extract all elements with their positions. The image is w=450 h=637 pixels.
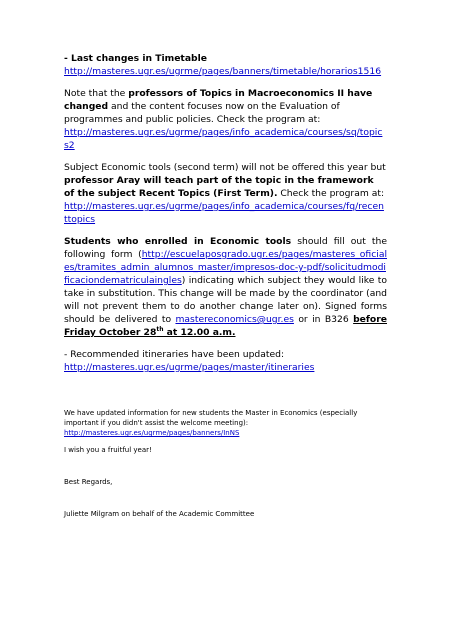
recent-topics-link[interactable]: http://masteres.ugr.es/ugrme/pages/info_academica/courses/fq/recenttopics [64,201,384,225]
email-body [64,52,387,519]
footer [64,408,387,519]
footer-signature: Juliette Milgram on behalf of the Academic Committee [64,510,255,518]
new-students-link[interactable]: http://masteres.ugr.es/ugrme/pages/banners/InNS [64,429,240,437]
macro-section [64,87,387,152]
macro-paragraph: Note that the professors of Topics in Macroeconomics II have changed and the content focuses now on the Evaluation of programmes and public policies. Check the program at: [64,88,373,125]
enrolment-paragraph: Students who enrolled in Economic tools should fill out the following form (http://escuelaposgrado.ugr.es/pages/masteres_oficiales/tramites_admin_alumnos_master/impresos-doc-y-pdf/solicitudmodificaciondematriculaingles) indicating which subject they would like to take in substitution. This change will be made by the coordinator (and will not prevent them to do another change later on). Signed forms should be delivered to mastereconomics@ugr.es or in B326 before Friday October 28th at 12.00 a.m. [64,236,387,338]
timetable-heading: - Last changes in Timetable [64,53,207,64]
footer-regards: Best Regards, [64,478,113,486]
macro-program-link[interactable]: http://masteres.ugr.es/ugrme/pages/info_academica/courses/sq/topics2 [64,127,383,151]
coordinator-email-link[interactable]: mastereconomics@ugr.es [175,314,294,325]
tools-paragraph: Subject Economic tools (second term) will not be offered this year but professor Aray will teach part of the topic in the framework of the subject Recent Topics (First Term). Check the program at: [64,162,386,199]
enrolment-section [64,235,387,339]
footer-wish: I wish you a fruitful year! [64,446,152,454]
timetable-link[interactable]: http://masteres.ugr.es/ugrme/pages/banners/timetable/horarios1516 [64,66,382,77]
itineraries-link[interactable]: http://masteres.ugr.es/ugrme/pages/master/itineraries [64,362,315,373]
itineraries-heading: - Recommended itineraries have been updated: [64,349,285,360]
footer-info: We have updated information for new students the Master in Economics (especially important if you didn't assist the welcome meeting): [64,409,358,427]
timetable-section [64,52,387,78]
deadline: before Friday October 28th at 12.00 a.m. [64,314,387,338]
itineraries-section [64,348,387,374]
modification-form-link[interactable]: http://escuelaposgrado.ugr.es/pages/masteres_oficiales/tramites_admin_alumnos_master/impresos-doc-y-pdf/solicitudmodificaciondematriculaingles [64,249,387,286]
tools-section [64,161,387,226]
